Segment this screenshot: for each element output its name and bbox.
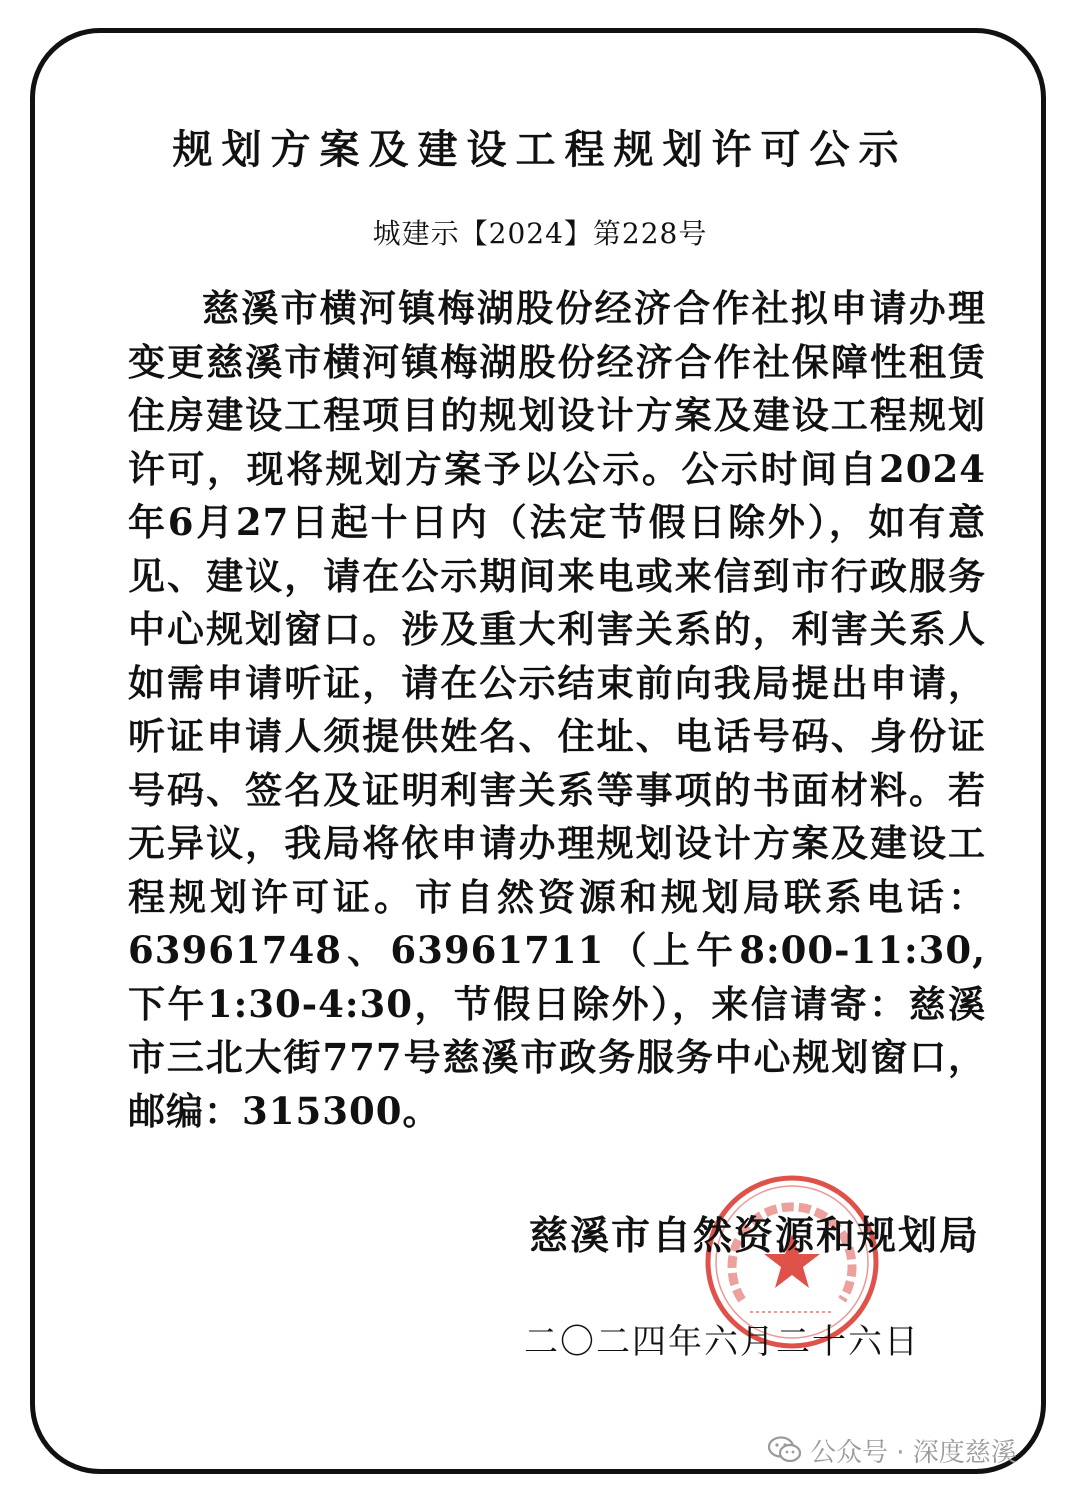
watermark bbox=[768, 1430, 1017, 1470]
notice-title: 规划方案及建设工程规划许可公示 bbox=[172, 126, 908, 173]
document-number: 城建示【2024】第228号 bbox=[372, 217, 708, 250]
watermark-text: 公众号 · 深度慈溪 bbox=[810, 1437, 1017, 1468]
issue-date: 二〇二四年六月二十六日 bbox=[524, 1322, 920, 1362]
issuing-authority: 慈溪市自然资源和规划局 bbox=[528, 1213, 980, 1259]
notice-body: 慈溪市横河镇梅湖股份经济合作社拟申请办理变更慈溪市横河镇梅湖股份经济合作社保障性租赁住房建设工程项目的规划设计方案及建设工程规划许可，现将规划方案予以公示。公示时间自2024年6月27日起十日内（法定节假日除外），如有意见、建议，请在公示期间来电或来信到市行政服务中心规划窗口。涉及重大利害关系的，利害关系人如需申请听证，请在公示结束前向我局提出申请，听证申请人须提供姓名、住址、电话号码、身份证号码、签名及证明利害关系等事项的书面材料。若无异议，我局将依申请办理规划设计方案及建设工程规划许可证。市自然资源和规划局联系电话：63961748、63961711（上午8:00-11:30,下午1:30-4:30，节假日除外），来信请寄：慈溪市三北大街777号慈溪市政务服务中心规划窗口，邮编：315300。 bbox=[128, 286, 986, 1133]
wechat-icon bbox=[768, 1436, 802, 1464]
